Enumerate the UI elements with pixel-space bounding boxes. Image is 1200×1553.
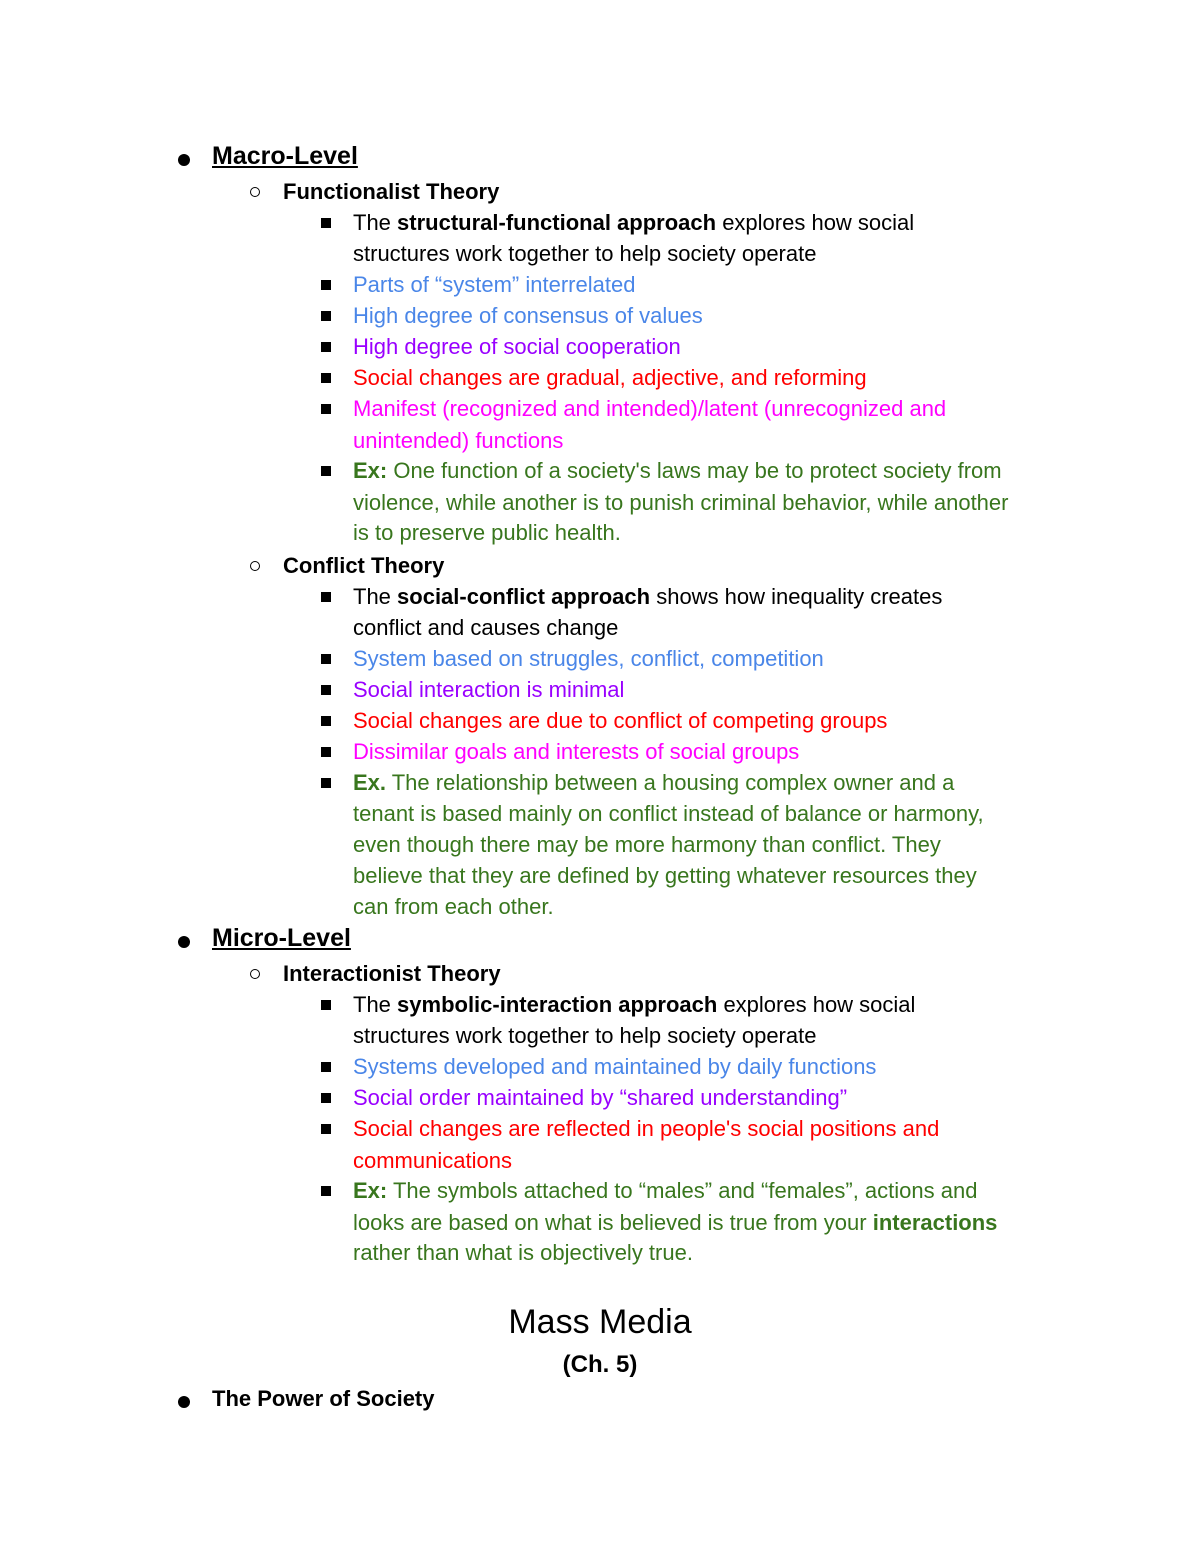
functionalist-intro-line1: The structural-functional approach explores how social [353, 210, 915, 235]
bullet-dot-icon [178, 154, 190, 166]
bullet-square-icon [321, 1124, 331, 1134]
list-item: Systems developed and maintained by daily functions [353, 1054, 877, 1079]
conflict-example-line2: tenant is based mainly on conflict instead of balance or harmony, [353, 801, 984, 826]
bullet-square-icon [321, 1093, 331, 1103]
bullet-dot-icon [178, 936, 190, 948]
bullet-square-icon [321, 280, 331, 290]
interactionist-intro-line2: structures work together to help society operate [353, 1023, 817, 1048]
bullet-square-icon [321, 592, 331, 602]
functionalist-example-line3: is to preserve public health. [353, 520, 621, 545]
manifest-line1: Manifest (recognized and intended)/latent (unrecognized and [353, 396, 947, 421]
conflict-example-line3: even though there may be more harmony than conflict. They [353, 832, 941, 857]
functionalist-example-line1: Ex: One function of a society's laws may be to protect society from [353, 458, 1002, 483]
bullet-square-icon [321, 1062, 331, 1072]
bullet-square-icon [321, 654, 331, 664]
list-item: High degree of consensus of values [353, 303, 703, 328]
list-item: High degree of social cooperation [353, 334, 681, 359]
list-item: Social order maintained by “shared understanding” [353, 1085, 848, 1110]
bullet-square-icon [321, 685, 331, 695]
interactionist-intro-line1: The symbolic-interaction approach explores how social [353, 992, 916, 1017]
functionalist-example-line2: violence, while another is to punish criminal behavior, while another [353, 490, 1009, 515]
list-item: Social changes are due to conflict of competing groups [353, 708, 888, 733]
bullet-square-icon [321, 716, 331, 726]
bullet-square-icon [321, 778, 331, 788]
list-item: Parts of “system” interrelated [353, 272, 636, 297]
micro-level-heading: Micro-Level [212, 924, 351, 952]
page-subtitle: (Ch. 5) [562, 1351, 638, 1378]
interactionist-theory-heading: Interactionist Theory [283, 961, 501, 986]
conflict-intro-line1: The social-conflict approach shows how inequality creates [353, 584, 943, 609]
bullet-square-icon [321, 373, 331, 383]
bullet-square-icon [321, 342, 331, 352]
interactionist-example-line2: looks are based on what is believed is true from your interactions [353, 1210, 998, 1235]
conflict-example-line4: believe that they are defined by getting whatever resources they [353, 863, 977, 888]
interactionist-changes-line1: Social changes are reflected in people's social positions and [353, 1116, 940, 1141]
interactionist-example-line1: Ex: The symbols attached to “males” and “females”, actions and [353, 1178, 978, 1203]
macro-level-heading: Macro-Level [212, 142, 358, 170]
bullet-dot-icon [178, 1396, 190, 1408]
bullet-square-icon [321, 747, 331, 757]
conflict-example-line1: Ex. The relationship between a housing complex owner and a [353, 770, 955, 795]
interactionist-example-line3: rather than what is objectively true. [353, 1240, 693, 1265]
interactionist-changes-line2: communications [353, 1148, 512, 1173]
bullet-square-icon [321, 404, 331, 414]
list-item: Social interaction is minimal [353, 677, 625, 702]
list-item: Social changes are gradual, adjective, and reforming [353, 365, 867, 390]
conflict-example-line5: can from each other. [353, 894, 554, 919]
page-title: Mass Media [508, 1303, 692, 1341]
bullet-square-icon [321, 1186, 331, 1196]
manifest-line2: unintended) functions [353, 428, 564, 453]
list-item: Dissimilar goals and interests of social groups [353, 739, 800, 764]
conflict-intro-line2: conflict and causes change [353, 615, 619, 640]
bullet-square-icon [321, 1000, 331, 1010]
conflict-theory-heading: Conflict Theory [283, 553, 445, 578]
functionalist-intro-line2: structures work together to help society operate [353, 241, 817, 266]
bullet-square-icon [321, 311, 331, 321]
bullet-circle-icon [250, 969, 260, 979]
bullet-circle-icon [250, 187, 260, 197]
bullet-square-icon [321, 218, 331, 228]
list-item: System based on struggles, conflict, competition [353, 646, 824, 671]
power-of-society-item: The Power of Society [212, 1386, 435, 1411]
bullet-circle-icon [250, 561, 260, 571]
functionalist-theory-heading: Functionalist Theory [283, 179, 500, 204]
bullet-square-icon [321, 466, 331, 476]
